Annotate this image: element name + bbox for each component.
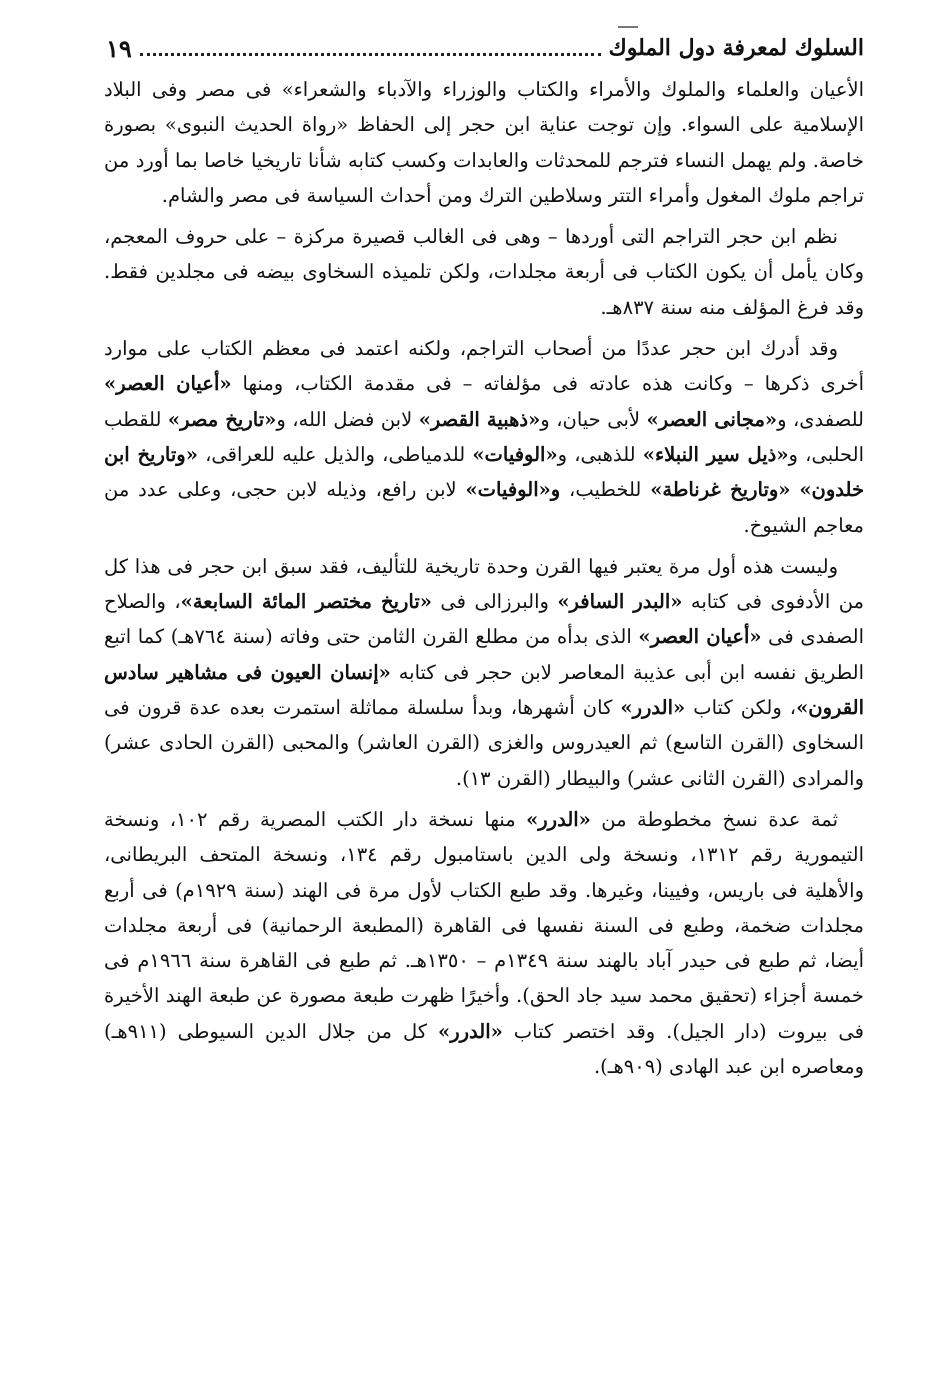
bold-title: «إنسان العيون فى مشاهير سادس القرون» [104, 660, 864, 720]
paragraph-4 [104, 549, 864, 796]
bold-title: «ذيل سير النبلاء» [642, 442, 789, 466]
bold-title: و«الوفيات» [465, 478, 561, 502]
text-run: للذهبى، و [557, 442, 643, 466]
bold-title: «الدرر» [526, 807, 591, 831]
running-header [106, 30, 864, 66]
bold-title: «وتاريخ غرناطة» [650, 478, 791, 502]
text-run: منها نسخة دار الكتب المصرية رقم ١٠٢، ونسخة التيمورية رقم ١٣١٢، ونسخة ولى الدين باستامبول رقم ١٣٤، ونسخة المتحف البريطانى، والأهلية فى باريس، وفيينا، وغيرها. وقد طبع الكتاب لأول مرة فى الهند (سنة ١٩٢٩م) فى أربع مجلدات ضخمة، وطبع فى السنة نفسها فى القاهرة (المطبعة الرحمانية) فى أربعة مجلدات أيضا، ثم طبع فى حيدر آباد بالهند سنة ١٣٤٩م – ١٣٥٠هـ. ثم طبع فى القاهرة سنة ١٩٦٦م فى خمسة أجزاء (تحقيق محمد سيد جاد الحق). وأخيرًا ظهرت طبعة مصورة عن طبعة الهند الأخيرة فى بيروت (دار الجيل). وقد اختصر كتاب [104, 807, 864, 1043]
page-number: ١٩ [106, 33, 132, 63]
bold-title: «تاريخ مختصر المائة السابعة» [180, 590, 432, 614]
text-run: الأعيان والعلماء والملوك والأمراء والكتاب والوزراء والآدباء والشعراء» فى مصر وفى البلاد الإسلامية على السواء. وإن توجت عناية ابن حجر إلى الحفاظ «رواة الحديث النبوى» بصورة خاصة. ولم يهمل النساء فترجم للمحدثات والعابدات وكسب كتابه شأنا تاريخيا خاصا بما أورد من تراجم ملوك المغول وأمراء التتر وسلاطين الترك ومن أحداث السياسة فى مصر والشام. [104, 78, 864, 207]
text-run: كان أشهرها، وبدأ سلسلة مماثلة استمرت بعده عدة قرون فى السخاوى (القرن التاسع) ثم العيدروس والغزى (القرن العاشر) والمحبى (القرن الحادى عشر) والمرادى (القرن الثانى عشر) والبيطار (القرن ١٣). [104, 696, 864, 790]
text-run: لابن فضل الله، و [276, 407, 419, 431]
text-run: الذى بدأه من مطلع القرن الثامن حتى وفاته (سنة ٧٦٤هـ) كما اتبع الطريق نفسه ابن أبى عذيبة المعاصر لابن حجر فى كتابه [104, 625, 864, 684]
text-run: ثمة عدة نسخ مخطوطة من [590, 807, 838, 831]
text-run: للصفدى، و [777, 407, 864, 431]
bold-title: «مجانى العصر» [646, 407, 778, 431]
bold-title: «أعيان العصر» [104, 372, 232, 396]
bold-title: «الوفيات» [472, 442, 558, 466]
running-title: السلوك لمعرفة دول الملوك [608, 35, 864, 61]
text-run: وليست هذه أول مرة يعتبر فيها القرن وحدة تاريخية للتأليف، فقد سبق ابن حجر فى هذا كل من الأدفوى فى كتابه [104, 554, 864, 614]
text-run: والبرزالى فى [431, 590, 558, 614]
paragraph-3 [104, 331, 864, 543]
text-run: للخطيب، [560, 478, 651, 502]
text-run: للقطب الحلبى، و [104, 407, 864, 466]
text-run: للدمياطى، والذيل عليه للعراقى، [197, 442, 473, 466]
text-run: ، والصلاح الصفدى فى [104, 590, 864, 649]
leader-dots [140, 53, 601, 56]
scan-mark [618, 26, 638, 28]
bold-title: «أعيان العصر» [638, 625, 762, 649]
page-body [104, 72, 864, 1369]
paragraph-2 [104, 219, 864, 325]
paragraph-1 [104, 72, 864, 213]
paragraph-5 [104, 802, 864, 1084]
bold-title: «الدرر» [620, 696, 686, 720]
bold-title: «وتاريخ ابن خلدون» [104, 442, 864, 502]
text-run: لأبى حيان، و [540, 407, 647, 431]
text-run: لابن رافع، وذيله لابن حجى، وعلى عدد من معاجم الشيوخ. [104, 478, 864, 537]
text-run: كل من جلال الدين السيوطى (٩١١هـ) ومعاصره ابن عبد الهادى (٩٠٩هـ). [104, 1019, 864, 1079]
bold-title: «ذهبية القصر» [418, 407, 541, 431]
bold-title: «البدر السافر» [557, 590, 683, 614]
bold-title: «الدرر» [438, 1019, 503, 1043]
text-run: نظم ابن حجر التراجم التى أوردها – وهى فى الغالب قصيرة مركزة – على حروف المعجم، وكان يأمل أن يكون الكتاب فى أربعة مجلدات، ولكن تلميذه السخاوى بيضه فى مجلدين فقط. وقد فرغ المؤلف منه سنة ٨٣٧هـ. [104, 225, 864, 319]
bold-title: «تاريخ مصر» [167, 407, 277, 431]
text-run: ، ولكن كتاب [685, 696, 797, 720]
text-run: وقد أدرك ابن حجر عددًا من أصحاب التراجم، ولكنه اعتمد فى معظم الكتاب على موارد أخرى ذكرها – وكانت هذه عادته فى مؤلفاته – فى مقدمة الكتاب، ومنها [104, 337, 864, 396]
